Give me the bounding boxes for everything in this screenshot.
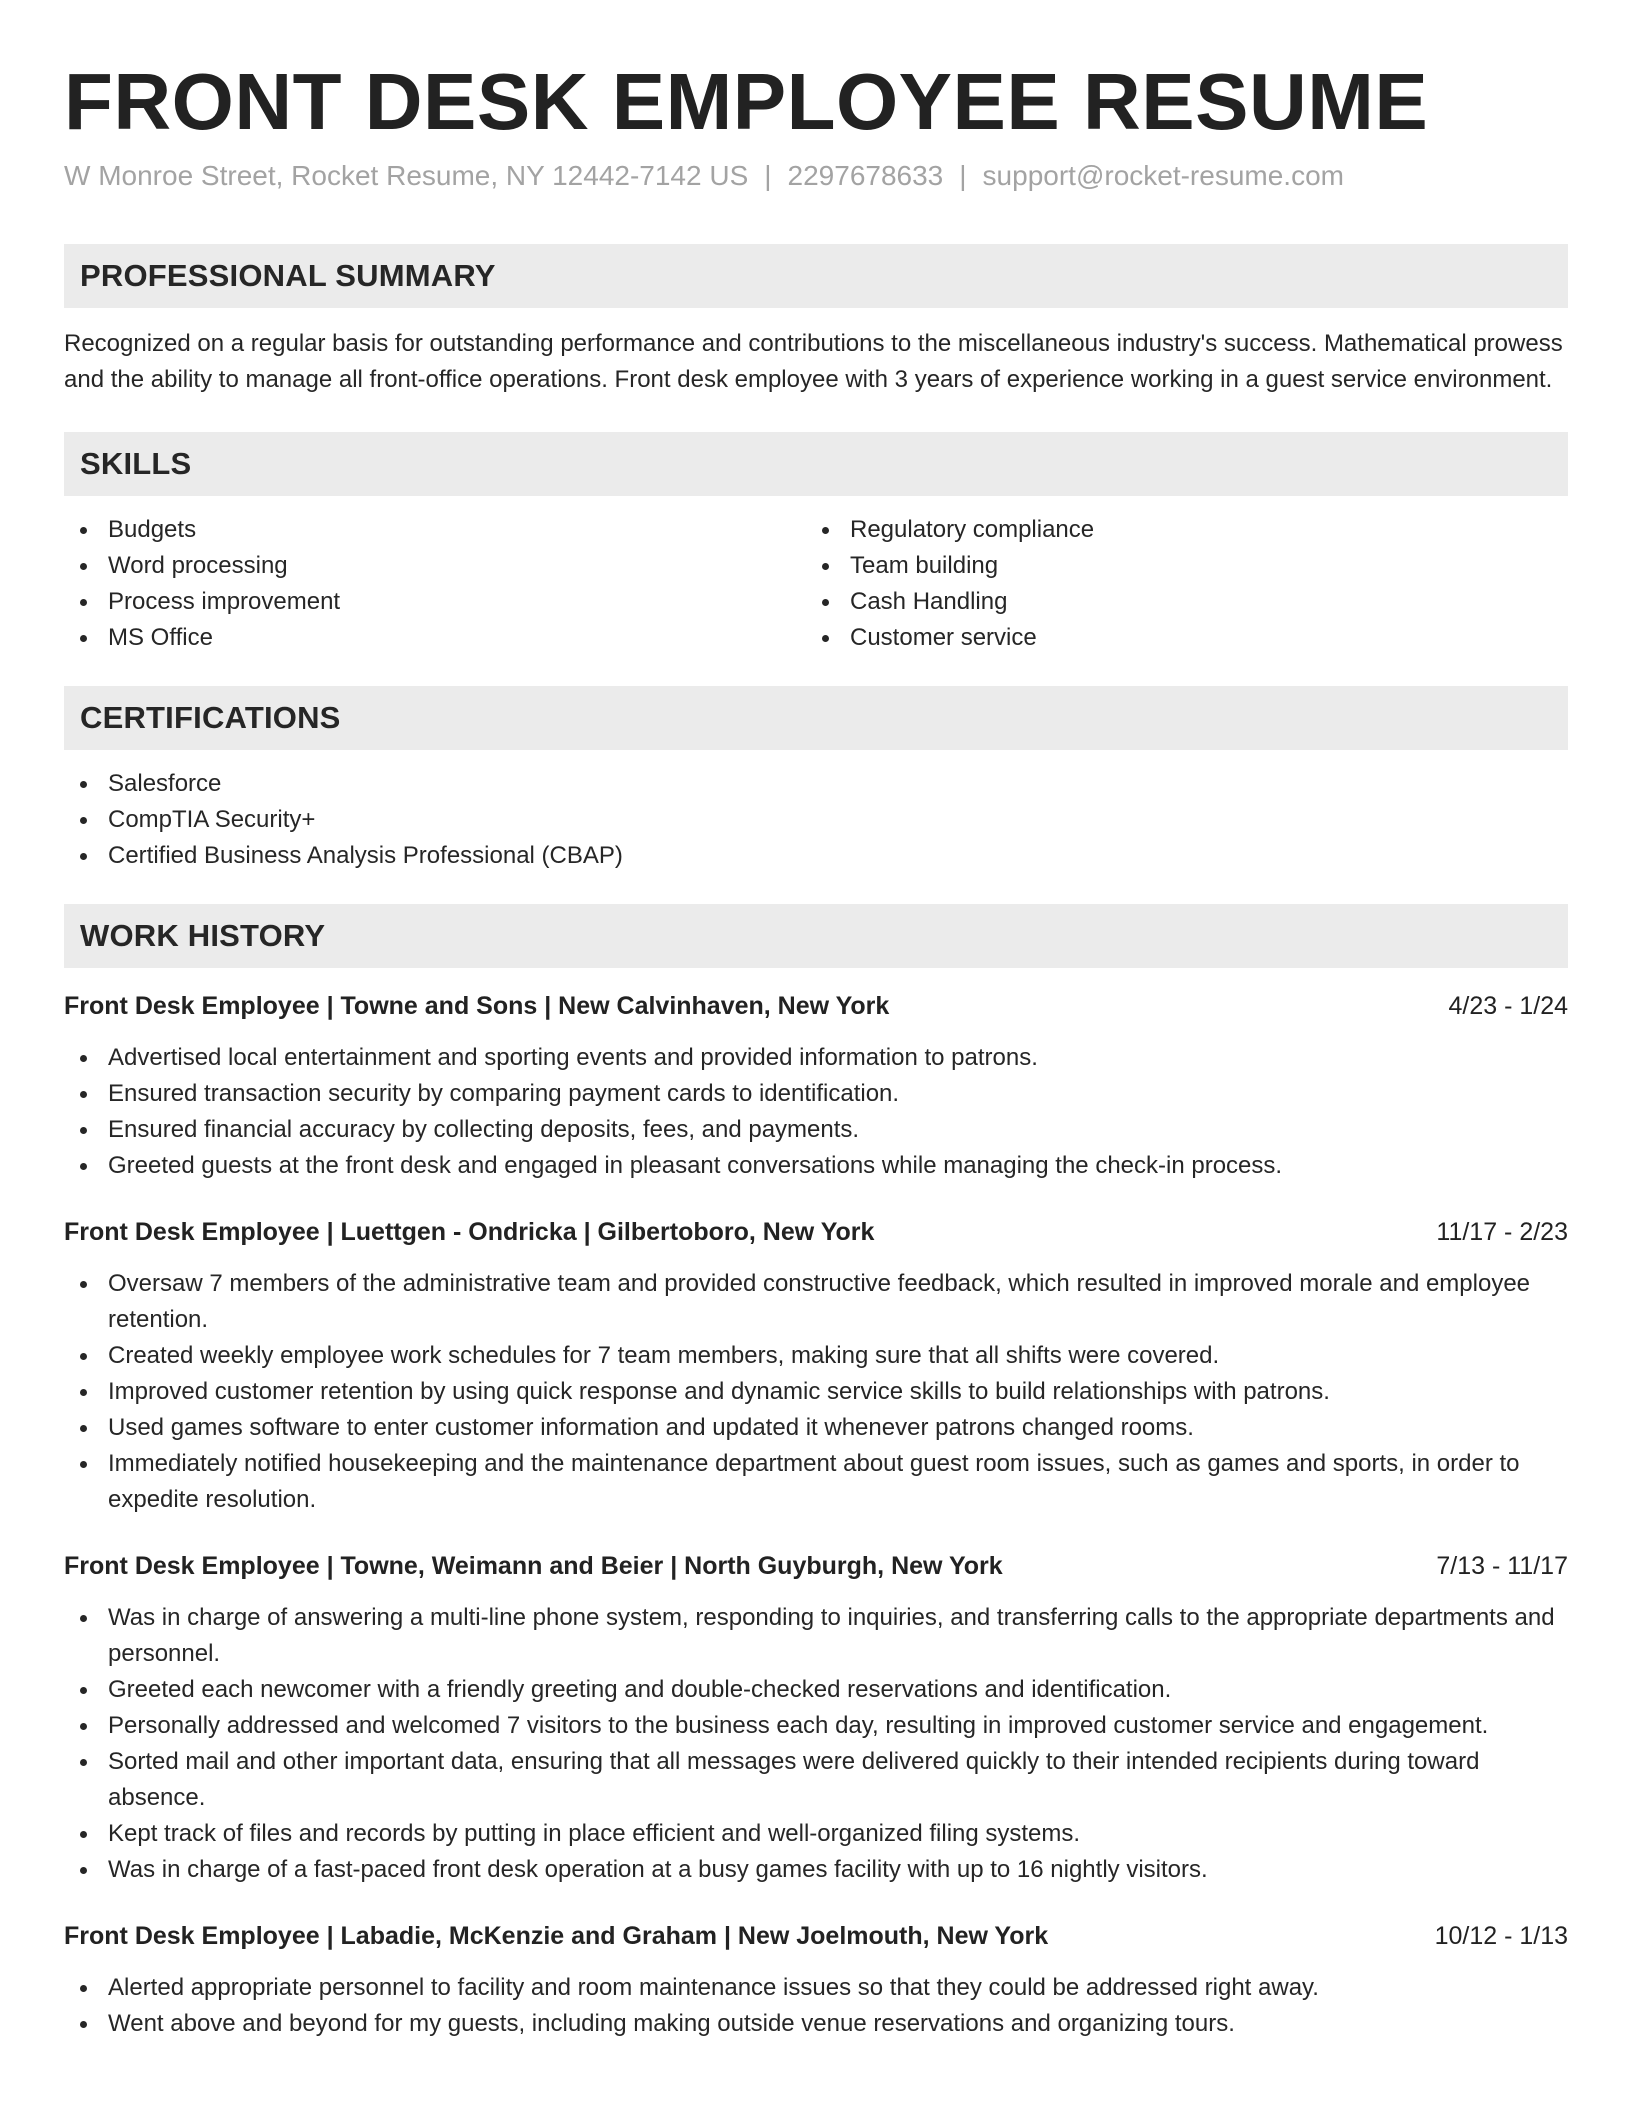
skill-item: Team building: [806, 548, 1548, 584]
job-dates: 7/13 - 11/17: [1436, 1552, 1568, 1580]
contact-line: [64, 158, 1568, 194]
job-entry: [64, 988, 1568, 1184]
job-entry: [64, 1918, 1568, 2042]
section-heading-work-history: WORK HISTORY: [64, 904, 1568, 968]
contact-separator: |: [764, 160, 772, 191]
section-heading-skills: SKILLS: [64, 432, 1568, 496]
job-bullet: Oversaw 7 members of the administrative team and provided constructive feedback, which resulted in improved morale and employee retention.: [64, 1266, 1568, 1338]
job-bullet: Was in charge of a fast-paced front desk operation at a busy games facility with up to 16 nightly visitors.: [64, 1852, 1568, 1888]
job-bullet: Greeted each newcomer with a friendly greeting and double-checked reservations and identification.: [64, 1672, 1568, 1708]
certifications-list: [64, 766, 1568, 874]
job-dates: 11/17 - 2/23: [1436, 1218, 1568, 1246]
section-heading-summary: PROFESSIONAL SUMMARY: [64, 244, 1568, 308]
contact-separator: |: [959, 160, 967, 191]
job-bullet: Greeted guests at the front desk and engaged in pleasant conversations while managing the check-in process.: [64, 1148, 1568, 1184]
skills-list: [64, 512, 1568, 656]
address: W Monroe Street, Rocket Resume, NY 12442-7142 US: [64, 160, 749, 191]
job-bullets: [64, 1970, 1568, 2042]
job-bullet: Sorted mail and other important data, ensuring that all messages were delivered quickly to their intended recipients during toward absence.: [64, 1744, 1568, 1816]
section-heading-certifications: CERTIFICATIONS: [64, 686, 1568, 750]
job-bullet: Kept track of files and records by putting in place efficient and well-organized filing systems.: [64, 1816, 1568, 1852]
job-bullets: [64, 1600, 1568, 1888]
email: support@rocket-resume.com: [982, 160, 1344, 191]
skill-item: Process improvement: [64, 584, 806, 620]
job-bullet: Created weekly employee work schedules for 7 team members, making sure that all shifts were covered.: [64, 1338, 1568, 1374]
skill-item: Budgets: [64, 512, 806, 548]
skill-item: Customer service: [806, 620, 1548, 656]
job-title: Front Desk Employee | Towne and Sons | New Calvinhaven, New York: [64, 992, 890, 1020]
skills-column-2: [806, 512, 1548, 656]
job-bullets: [64, 1266, 1568, 1518]
job-bullet: Advertised local entertainment and sporting events and provided information to patrons.: [64, 1040, 1568, 1076]
job-title: Front Desk Employee | Luettgen - Ondricka | Gilbertoboro, New York: [64, 1218, 875, 1246]
job-bullet: Immediately notified housekeeping and the maintenance department about guest room issues, such as games and sports, in order to expedite resolution.: [64, 1446, 1568, 1518]
skills-column-1: [64, 512, 806, 656]
job-bullet: Improved customer retention by using quick response and dynamic service skills to build relationships with patrons.: [64, 1374, 1568, 1410]
certification-item: Certified Business Analysis Professional (CBAP): [64, 838, 1568, 874]
job-title: Front Desk Employee | Towne, Weimann and Beier | North Guyburgh, New York: [64, 1552, 1003, 1580]
job-header: [64, 988, 1568, 1024]
job-header: [64, 1548, 1568, 1584]
resume-title: FRONT DESK EMPLOYEE RESUME: [64, 57, 1429, 146]
job-dates: 10/12 - 1/13: [1434, 1922, 1568, 1950]
job-bullet: Went above and beyond for my guests, including making outside venue reservations and organizing tours.: [64, 2006, 1568, 2042]
skill-item: Regulatory compliance: [806, 512, 1548, 548]
certification-item: CompTIA Security+: [64, 802, 1568, 838]
job-title: Front Desk Employee | Labadie, McKenzie and Graham | New Joelmouth, New York: [64, 1922, 1049, 1950]
job-header: [64, 1918, 1568, 1954]
job-entry: [64, 1214, 1568, 1518]
skill-item: Word processing: [64, 548, 806, 584]
skill-item: Cash Handling: [806, 584, 1548, 620]
job-bullet: Was in charge of answering a multi-line phone system, responding to inquiries, and transferring calls to the appropriate departments and personnel.: [64, 1600, 1568, 1672]
job-dates: 4/23 - 1/24: [1448, 992, 1568, 1020]
job-bullets: [64, 1040, 1568, 1184]
certification-item: Salesforce: [64, 766, 1568, 802]
phone: 2297678633: [787, 160, 944, 191]
job-bullet: Personally addressed and welcomed 7 visitors to the business each day, resulting in improved customer service and engagement.: [64, 1708, 1568, 1744]
job-bullet: Alerted appropriate personnel to facility and room maintenance issues so that they could be addressed right away.: [64, 1970, 1568, 2006]
summary-text: Recognized on a regular basis for outstanding performance and contributions to the miscellaneous industry's success. Mathematical prowess and the ability to manage all front-office operations. Front desk employee with 3 years of experience working in a guest service environment.: [64, 330, 1563, 393]
job-bullet: Used games software to enter customer information and updated it whenever patrons changed rooms.: [64, 1410, 1568, 1446]
skill-item: MS Office: [64, 620, 806, 656]
job-bullet: Ensured financial accuracy by collecting deposits, fees, and payments.: [64, 1112, 1568, 1148]
job-bullet: Ensured transaction security by comparing payment cards to identification.: [64, 1076, 1568, 1112]
job-header: [64, 1214, 1568, 1250]
job-entry: [64, 1548, 1568, 1888]
